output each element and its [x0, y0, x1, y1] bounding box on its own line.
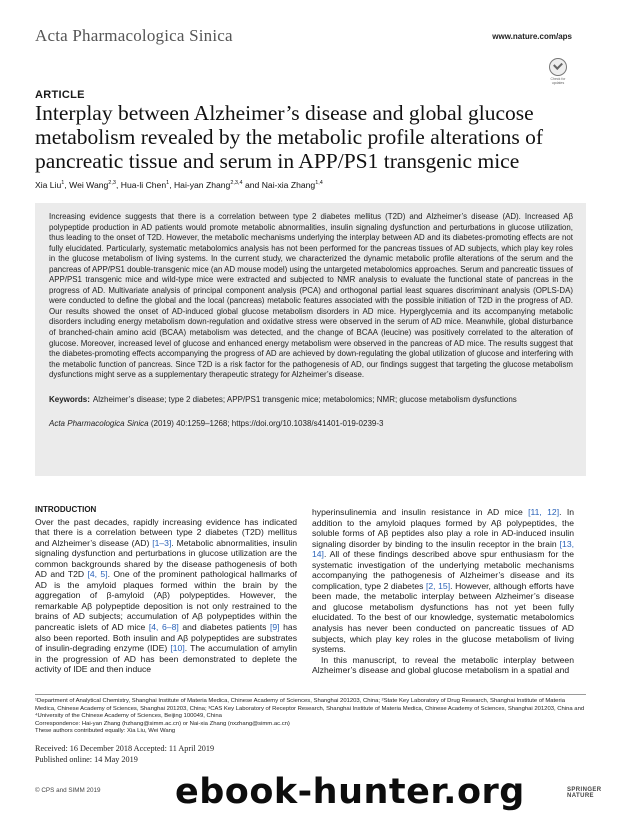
keywords-label: Keywords: [49, 394, 90, 404]
copyright-notice: © CPS and SIMM 2019 [35, 787, 101, 794]
body-text: . All of these findings described above spur enthusiasm for the systematic investigation of the underlying metabolic mechanisms accompanying the pathogenesis of Alzheimer’s disease and its complication, type 2 diabetes [312, 549, 574, 591]
body-text: . One of the prominent pathological hallmarks of AD is the amyloid plaques formed within the brain by the aggregation of β-amyloid (Aβ) polypeptides. However, the remarkable Aβ polypeptide deposition is not only restrained to the brains of AD subjects; accumulation of Aβ polypeptides within the pancreatic islets of AD mice [35, 569, 298, 633]
author-affiliation: 2,3 [108, 180, 116, 187]
body-text: . In addition to the amyloid plaques formed by Aβ polypeptides, the soluble forms of Aβ peptides also play a role in AD-induced insulin signaling disorder by binding to the insulin receptor in the brain [312, 507, 574, 549]
section-heading-introduction: INTRODUCTION [35, 505, 97, 514]
author-name[interactable]: Wei Wang [69, 180, 109, 190]
body-text: Over the past decades, rapidly increasing evidence has indicated that there is a correlation between type 2 diabetes (T2D) mellitus and Alzheimer’s disease (AD) [35, 516, 297, 548]
journal-url[interactable]: www.nature.com/aps [492, 32, 572, 41]
correspondence[interactable]: Correspondence: Hai-yan Zhang (hzhang@simm.ac.cn) or Nai-xia Zhang (nxzhang@simm.ac.cn) [35, 720, 290, 727]
abstract-box [35, 203, 586, 476]
body-text: hyperinsulinemia and insulin resistance in AD mice [312, 507, 529, 517]
intro-left-column [35, 505, 297, 675]
author-separator: and [242, 180, 262, 190]
body-text: has also been reported. Both insulin and Aβ polypeptides are substrates of insulin-degrading enzyme (IDE) [35, 622, 297, 654]
intro-paragraph [35, 517, 297, 675]
reference-link[interactable]: [1–3] [152, 537, 172, 548]
footnote-divider [35, 694, 586, 695]
check-updates-icon [549, 58, 567, 76]
reference-link[interactable]: [13, 14] [312, 538, 574, 560]
check-for-updates-badge[interactable] [549, 58, 567, 86]
reference-link[interactable]: [4, 5] [87, 569, 108, 580]
affiliations: ¹Department of Analytical Chemistry, Shanghai Institute of Materia Medica, Chinese Academy of Sciences, Shanghai 201203, China; ²State Key Laboratory of Drug Research, Shanghai Institute of Materia Medica, Chinese Academy of Sciences, Shanghai 201203, China; ³CAS Key Laboratory of Receptor Research, Shanghai Institute of Materia Medica, Chinese Academy of Sciences, Shanghai 201203, China and ⁴University of the Chinese Academy of Sciences, Beijing 100049, China [35, 698, 585, 720]
author-name[interactable]: Hai-yan Zhang [173, 180, 231, 190]
author-affiliation: 1 [166, 180, 170, 187]
article-title: Interplay between Alzheimer’s disease and global glucose metabolism revealed by the metabolic profile alterations of pancreatic tissue and serum in APP/PS1 transgenic mice [35, 101, 544, 173]
keywords [49, 395, 573, 405]
author-name[interactable]: Xia Liu [35, 180, 62, 190]
received-accepted-date: Received: 16 December 2018 Accepted: 11 April 2019 [35, 744, 215, 753]
footnotes [35, 698, 586, 736]
body-text: . However, although efforts have been made, the metabolic interplay between Alzheimer’s disease and glucose metabolism dysfunctions has not yet been fully elucidated. To the best of our knowledge, systematic metabolomics analysis has never been conducted on pancreatic tissues of AD subjects, which play key roles in the glucose metabolism of living systems. [312, 580, 574, 655]
article-type-label: ARTICLE [35, 89, 85, 101]
publisher-logo: SPRINGER NATURE [567, 787, 602, 799]
author-affiliation: 2,3,4 [230, 180, 243, 187]
intro-paragraph [312, 507, 574, 655]
body-text: . The accumulation of amylin in the progression of AD has been demonstrated to deplete the activity of IDE and then induce [35, 643, 297, 675]
reference-link[interactable]: [11, 12] [528, 507, 560, 517]
keywords-list: Alzheimer’s disease; type 2 diabetes; APP/PS1 transgenic mice; metabolomics; NMR; glucose metabolism dysfunctions [92, 394, 517, 404]
journal-name: Acta Pharmacologica Sinica [35, 26, 233, 45]
watermark: ebook-hunter.org [175, 772, 525, 812]
publication-dates [35, 744, 214, 765]
abstract-text: Increasing evidence suggests that there is a correlation between type 2 diabetes mellitus (T2D) and Alzheimer’s disease (AD). Increased Aβ polypeptide production in AD patients would promote metabolic abnormalities, insulin signaling dysfunction and perturbations in glucose utilization, thus leading to the onset of T2D. However, the metabolic mechanisms underlying the interplay between AD and its diabetes-promoting effects are not fully elucidated. Particularly, systematic metabolomics analysis has not been performed for the pancreas tissues of AD subjects, which play key roles in the glucose metabolism of living systems. In the current study, we characterized the dynamic metabolic profile alterations of the serum and the pancreas of APP/PS1 double-transgenic mice (an AD mouse model) using the untargeted metabolomics approaches. Serum and pancreatic tissues of APP/PS1 transgenic mice and wild-type mice were extracted and subjected to NMR analysis to evaluate the functional state of pancreas in the progress of AD. Multivariate analysis of principal component analysis (PCA) and orthogonal partial least squares discriminant analysis (OPLS-DA) were conducted to define the global and the local (pancreas) metabolic features associated with the possible initiation of T2D in the progress of AD. Our results showed the onset of AD-induced global glucose metabolism disorders in AD mice. Hyperglycemia and its accompanying metabolic disorders including energy metabolism down-regulation and oxidative stress were observed in the serum of AD mice. Meanwhile, global disturbance of branched-chain amino acid (BCAA) metabolism was detected, and the change of BCAA (leucine) was positively correlated to the alteration of glucose. Moreover, increased level of glucose and enhanced energy metabolism were observed in the pancreas of AD mice. The results suggest that the diabetes-promoting effects accompanying the progress of AD are achieved by down-regulating the global utilization of glucose and interfering with the metabolic function of pancreas. Since T2D is a risk factor for the pathogenesis of AD, our findings suggest that targeting the glucose metabolism dysfunctions might serve as a supplementary therapeutic strategy for Alzheimer’s disease. [49, 212, 573, 380]
published-date: Published online: 14 May 2019 [35, 754, 138, 764]
author-list [35, 180, 323, 190]
author-separator: , [64, 180, 70, 190]
citation [49, 419, 573, 428]
body-text: and diabetes patients [178, 622, 270, 633]
body-text: . Metabolic abnormalities, insulin signaling dysfunction and perturbations in glucose utilization are the common backgrounds shared by the disease pathogenesis of both AD and T2D [35, 537, 297, 580]
citation-journal: Acta Pharmacologica Sinica [49, 418, 149, 428]
author-name[interactable]: Nai-xia Zhang [261, 180, 316, 190]
reference-link[interactable]: [9] [270, 622, 280, 633]
author-affiliation: 1,4 [315, 180, 323, 187]
author-separator: , [115, 180, 121, 190]
check-updates-label: Check for updates [550, 77, 566, 85]
reference-link[interactable]: [2, 15] [426, 580, 451, 591]
intro-right-column [312, 507, 574, 676]
citation-details[interactable]: (2019) 40:1259–1268; https://doi.org/10.1038/s41401-019-0239-3 [148, 418, 384, 428]
equal-contribution-note: These authors contributed equally: Xia Liu, Wei Wang [35, 728, 176, 735]
reference-link[interactable]: [4, 6–8] [148, 622, 179, 633]
author-name[interactable]: Hua-li Chen [120, 180, 167, 190]
intro-paragraph: In this manuscript, to reveal the metabolic interplay between Alzheimer’s disease and global glucose metabolism in a spatial and [312, 654, 574, 676]
author-separator: , [169, 180, 174, 190]
reference-link[interactable]: [10] [170, 643, 185, 654]
author-affiliation: 1 [61, 180, 65, 187]
